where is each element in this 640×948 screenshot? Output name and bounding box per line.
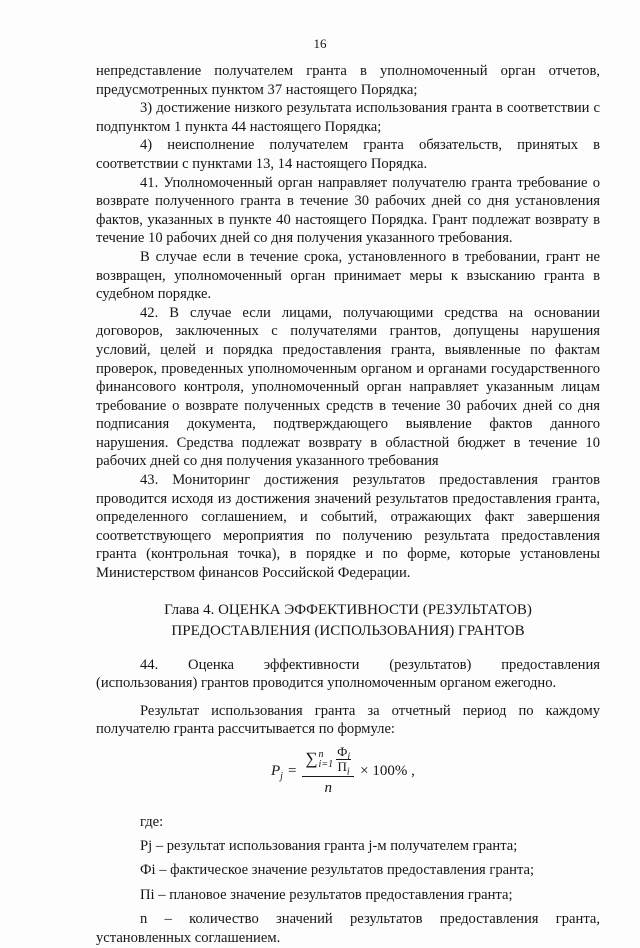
page-number: 16: [313, 36, 327, 51]
paragraph: 3) достижение низкого результата использования гранта в соответствии с подпунктом 1 пункта 44 настоящего Порядка;: [96, 100, 600, 135]
paragraph: непредставление получателем гранта в уполномоченный орган отчетов, предусмотренных пунктом 37 настоящего Порядка;: [96, 63, 600, 98]
definition-item: Фi – фактическое значение результатов предоставления гранта;: [140, 862, 535, 879]
paragraph: 43. Мониторинг достижения результатов предоставления грантов проводится исходя из достижения значений результатов предоставления гранта, определенного соглашением, и событий, отражающих факт завершения соответствующего мероприятия по получению результата предоставления гранта (контрольная точка), в порядке и по форме, которые установлены Министерством финансов Российской Федерации.: [96, 472, 600, 582]
paragraph: 4) неисполнение получателем гранта обязательств, принятых в соответствии с пунктами 13, 14 настоящего Порядка.: [96, 137, 600, 172]
paragraph: 42. В случае если лицами, получающими средства на основании договоров, заключенных с получателями грантов, допущены нарушения условий, целей и порядка предоставления гранта, выявленные по фактам проверок, проведенных уполномоченным органом и органами государственного финансового контроля, уполномоченный орган направляет указанным лицам требование о возврате полученных средств в течение 30 рабочих дней со дня подписания документа, подтверждающего выявление фактов данного нарушения. Средства подлежат возврату в областной бюджет в течение 10 рабочих дней со дня получения указанного требования: [96, 304, 600, 470]
chapter-heading-line: ПРЕДОСТАВЛЕНИЯ (ИСПОЛЬЗОВАНИЯ) ГРАНТОВ: [171, 622, 525, 639]
paragraph: 44. Оценка эффективности (результатов) предоставления (использования) грантов проводится уполномоченным органом ежегодно.: [96, 656, 600, 692]
ratio-top: $Ф_i$: [337, 744, 351, 763]
formula-multiplier: × 100% ,: [360, 763, 415, 779]
chapter-heading-line: Глава 4. ОЦЕНКА ЭФФЕКТИВНОСТИ (РЕЗУЛЬТАТОВ): [164, 601, 532, 618]
definition-item: Pj – результат использования гранта j-м получателем гранта;: [140, 837, 518, 854]
paragraph: 41. Уполномоченный орган направляет получателю гранта требование о возврате полученного гранта в течение 30 рабочих дней со дня установления фактов, указанных в пункте 40 настоящего Порядка. Грант подлежат возврату в течение 10 рабочих дней со дня получения указанного требования.: [96, 174, 600, 247]
sum-lower: i=1: [318, 758, 334, 770]
paragraph: В случае если в течение срока, установленного в требовании, грант не возвращен, уполномоченный орган принимает меры к взысканию гранта в судебном порядке.: [96, 248, 600, 303]
sum-symbol: ∑: [305, 749, 318, 769]
sum-upper: n: [318, 748, 324, 760]
ratio-fraction: [336, 744, 351, 778]
formula-fraction: [302, 745, 354, 798]
formula-equals: =: [287, 763, 297, 779]
sum-limits: [319, 750, 334, 770]
formula: [96, 743, 600, 813]
formula-denominator: n: [324, 780, 333, 796]
paragraph: Результат использования гранта за отчетный период по каждому получателю гранта рассчитывается по формуле:: [96, 702, 600, 738]
formula-expression: [271, 745, 415, 798]
document-body: [96, 62, 600, 948]
ratio-bottom: $П_i$: [337, 759, 350, 778]
definitions-list: [96, 837, 600, 948]
chapter-heading: [96, 600, 600, 642]
formula-lhs: $P_j$: [271, 763, 283, 782]
where-label: где:: [140, 814, 164, 830]
formula-numerator: [302, 745, 354, 777]
definition-item: Пi – плановое значение результатов предоставления гранта;: [140, 886, 513, 903]
definition-item: n – количество значений результатов предоставления гранта, установленных соглашением.: [96, 911, 600, 946]
